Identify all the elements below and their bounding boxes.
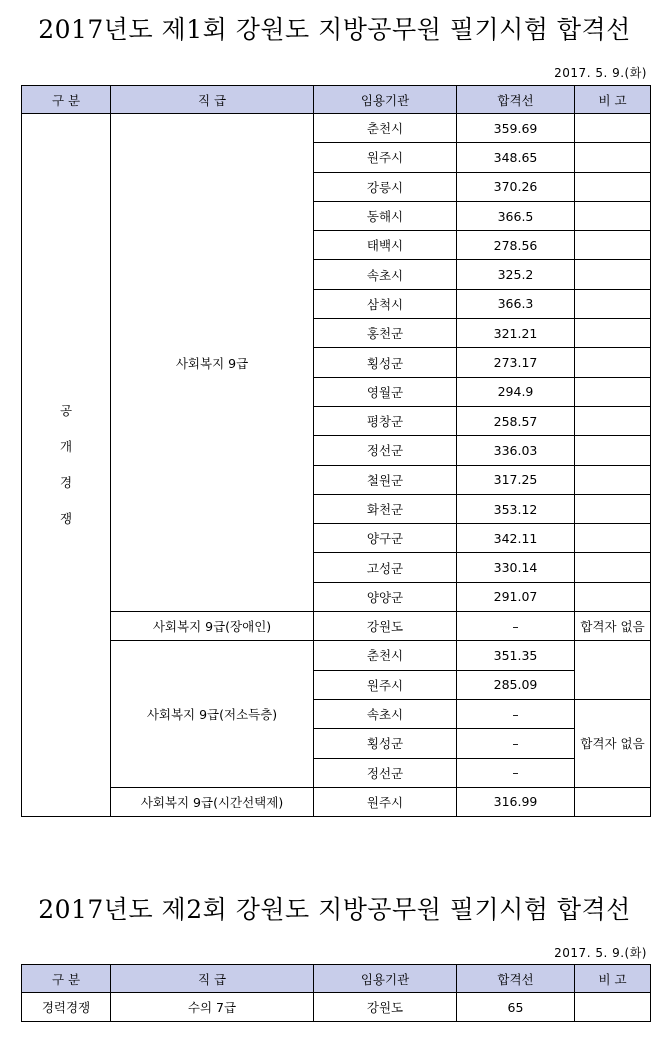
grade-cell: 사회복지 9급(시간선택제) <box>111 787 314 816</box>
agency-cell: 횡성군 <box>314 348 457 377</box>
note-cell <box>575 993 651 1022</box>
grade-cell: 사회복지 9급(저소득층) <box>111 641 314 787</box>
header-score: 합격선 <box>457 965 575 993</box>
agency-cell: 속초시 <box>314 699 457 728</box>
score-cell: 325.2 <box>457 260 575 289</box>
agency-cell: 속초시 <box>314 260 457 289</box>
agency-cell: 원주시 <box>314 787 457 816</box>
score-cell: – <box>457 729 575 758</box>
score-cell: 273.17 <box>457 348 575 377</box>
score-cell: 351.35 <box>457 641 575 670</box>
category-char: 경 <box>59 475 73 491</box>
category-char: 공 <box>59 403 73 419</box>
agency-cell: 양구군 <box>314 524 457 553</box>
category-cell <box>22 114 111 817</box>
section2-title: 2017년도 제2회 강원도 지방공무원 필기시험 합격선 <box>38 895 631 924</box>
score-cell: 291.07 <box>457 582 575 611</box>
category-cell: 경력경쟁 <box>22 993 111 1022</box>
agency-cell: 홍천군 <box>314 319 457 348</box>
header-category: 구 분 <box>22 86 111 114</box>
header-category: 구 분 <box>22 965 111 993</box>
note-cell <box>575 201 651 230</box>
score-cell: 258.57 <box>457 406 575 435</box>
agency-cell: 원주시 <box>314 670 457 699</box>
table-row <box>22 114 651 143</box>
note-cell <box>575 524 651 553</box>
score-cell: – <box>457 758 575 787</box>
agency-cell: 강원도 <box>314 612 457 641</box>
note-cell <box>575 348 651 377</box>
agency-cell: 정선군 <box>314 758 457 787</box>
score-cell: 317.25 <box>457 465 575 494</box>
note-cell <box>575 494 651 523</box>
agency-cell: 원주시 <box>314 143 457 172</box>
grade-cell: 수의 7급 <box>111 993 314 1022</box>
score-cell: 278.56 <box>457 231 575 260</box>
header-grade: 직 급 <box>111 86 314 114</box>
header-score: 합격선 <box>457 86 575 114</box>
grade-cell: 사회복지 9급(장애인) <box>111 612 314 641</box>
header-agency: 임용기관 <box>314 86 457 114</box>
note-cell <box>575 231 651 260</box>
agency-cell: 화천군 <box>314 494 457 523</box>
score-cell: 65 <box>457 993 575 1022</box>
agency-cell: 고성군 <box>314 553 457 582</box>
agency-cell: 철원군 <box>314 465 457 494</box>
table-header-row <box>22 965 651 993</box>
agency-cell: 춘천시 <box>314 114 457 143</box>
score-cell: 316.99 <box>457 787 575 816</box>
note-cell <box>575 143 651 172</box>
agency-cell: 춘천시 <box>314 641 457 670</box>
note-cell <box>575 787 651 816</box>
table-row <box>22 787 651 816</box>
note-cell <box>575 553 651 582</box>
score-cell: 353.12 <box>457 494 575 523</box>
note-cell <box>575 260 651 289</box>
agency-cell: 평창군 <box>314 406 457 435</box>
score-cell: 348.65 <box>457 143 575 172</box>
agency-cell: 삼척시 <box>314 289 457 318</box>
category-char: 쟁 <box>59 511 73 527</box>
agency-cell: 동해시 <box>314 201 457 230</box>
score-cell: 285.09 <box>457 670 575 699</box>
table-row <box>22 612 651 641</box>
agency-cell: 강원도 <box>314 993 457 1022</box>
score-cell: – <box>457 699 575 728</box>
table-row <box>22 641 651 670</box>
note-cell <box>575 582 651 611</box>
header-agency: 임용기관 <box>314 965 457 993</box>
score-cell: 359.69 <box>457 114 575 143</box>
note-cell <box>575 114 651 143</box>
note-cell <box>575 465 651 494</box>
score-cell: 366.5 <box>457 201 575 230</box>
score-cell: 330.14 <box>457 553 575 582</box>
header-note: 비 고 <box>575 965 651 993</box>
agency-cell: 강릉시 <box>314 172 457 201</box>
note-cell <box>575 641 651 700</box>
score-cell: 342.11 <box>457 524 575 553</box>
agency-cell: 양양군 <box>314 582 457 611</box>
section1-title: 2017년도 제1회 강원도 지방공무원 필기시험 합격선 <box>38 15 631 44</box>
agency-cell: 영월군 <box>314 377 457 406</box>
note-cell <box>575 436 651 465</box>
note-cell <box>575 406 651 435</box>
section1-table <box>21 85 651 817</box>
table-header-row <box>22 86 651 114</box>
note-cell <box>575 319 651 348</box>
section2-table <box>21 964 651 1022</box>
note-cell <box>575 172 651 201</box>
category-char: 개 <box>59 439 73 455</box>
note-cell: 합격자 없음 <box>575 612 651 641</box>
score-cell: 366.3 <box>457 289 575 318</box>
note-cell <box>575 289 651 318</box>
score-cell: – <box>457 612 575 641</box>
score-cell: 321.21 <box>457 319 575 348</box>
agency-cell: 태백시 <box>314 231 457 260</box>
score-cell: 336.03 <box>457 436 575 465</box>
agency-cell: 횡성군 <box>314 729 457 758</box>
note-cell: 합격자 없음 <box>575 699 651 787</box>
header-note: 비 고 <box>575 86 651 114</box>
score-cell: 294.9 <box>457 377 575 406</box>
section1-date: 2017. 5. 9.(화) <box>554 66 647 80</box>
section2-date: 2017. 5. 9.(화) <box>554 946 647 960</box>
grade-cell: 사회복지 9급 <box>111 114 314 612</box>
header-grade: 직 급 <box>111 965 314 993</box>
agency-cell: 정선군 <box>314 436 457 465</box>
score-cell: 370.26 <box>457 172 575 201</box>
table-row <box>22 993 651 1022</box>
note-cell <box>575 377 651 406</box>
